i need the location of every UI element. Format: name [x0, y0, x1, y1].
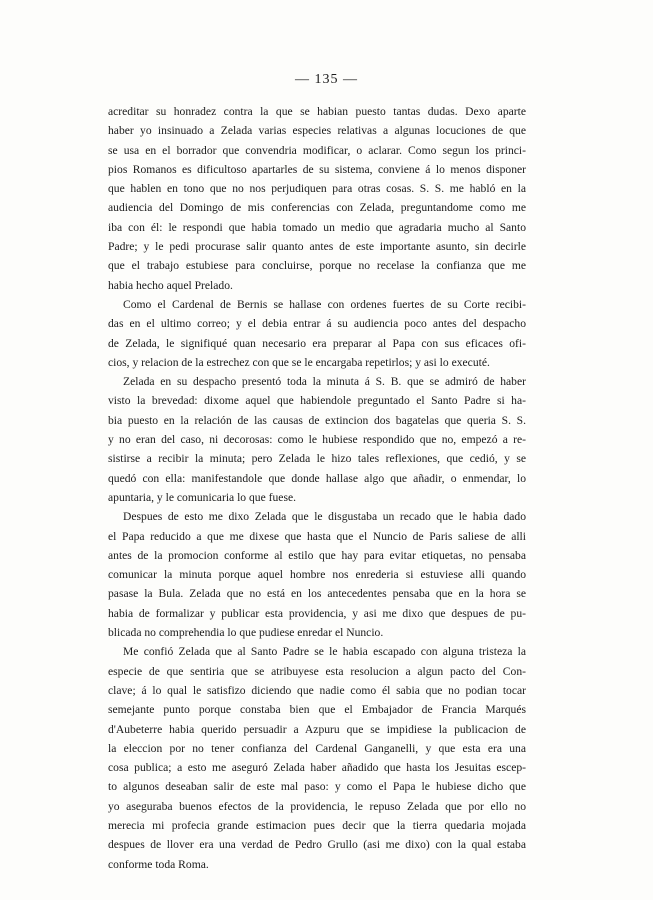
text-line: blicada no comprehendia lo que pudiese enredar el Nuncio.: [108, 626, 384, 640]
paragraph: [108, 642, 526, 874]
text-line: despues de llover era una verdad de Pedro Grullo (asi me dixo) con la qual estaba: [108, 838, 526, 852]
text-line: de Zelada, le signifiqué quan necesario era preparar al Papa con sus eficaces ofi-: [108, 336, 526, 350]
text-line: semejante punto porque constaba bien que el Embajador de Francia Marqués: [108, 703, 526, 717]
text-line: visto la brevedad: dixome aquel que habiendole preguntado el Santo Padre si ha-: [108, 394, 526, 408]
text-line: das en el ultimo correo; y el debia entrar á su audiencia poco antes del despacho: [108, 317, 526, 331]
text-line: acreditar su honradez contra la que se habian puesto tantas dudas. Dexo aparte: [108, 105, 526, 118]
text-line: haber yo insinuado a Zelada varias especies relativas a algunas locuciones de que: [108, 124, 526, 138]
text-line: yo aseguraba buenos efectos de la providencia, le repuso Zelada que por ello no: [108, 799, 526, 813]
text-line: pasase la Bula. Zelada que no está en los antecedentes pensaba que en la hora se: [108, 587, 526, 601]
text-line: se usa en el borrador que convendria modificar, o aclarar. Como segun los princi-: [108, 143, 526, 157]
text-line: Despues de esto me dixo Zelada que le disgustaba un recado que le habia dado: [123, 510, 526, 524]
text-line: cosa publica; a esto me aseguró Zelada haber añadido que hasta los Jesuitas escep-: [108, 761, 526, 775]
text-line: antes de la promocion conforme al estilo que hay para evitar etiquetas, no pensaba: [108, 548, 526, 562]
text-line: Me confió Zelada que al Santo Padre se le habia escapado con alguna tristeza la: [123, 645, 526, 659]
text-line: merecia mi profecia grande estimacion pues decir que la tierra quedaria mojada: [108, 818, 526, 832]
paragraph: [108, 102, 526, 295]
text-line: Padre; y le pedi procurase salir quanto antes de este importante asunto, sin decirle: [108, 240, 526, 254]
page-number: — 135 —: [295, 72, 358, 87]
text-line: pios Romanos es dificultoso apartarles de su sistema, conviene á lo menos disponer: [108, 162, 526, 176]
text-line: sistirse a recibir la minuta; pero Zelada le hizo tales reflexiones, que cedió, y se: [108, 452, 526, 466]
text-line: que hablen en tono que no nos perjudiquen para otras cosas. S. S. me habló en la: [108, 182, 526, 196]
paragraph: [108, 507, 526, 642]
text-line: especie de que sentiria que se atribuyese esta resolucion a algun pacto del Con-: [108, 664, 526, 678]
text-line: Como el Cardenal de Bernis se hallase con ordenes fuertes de su Corte recibi-: [123, 297, 526, 311]
text-line: quedó con ella: manifestandole que donde hallase algo que añadir, o enmendar, lo: [108, 471, 526, 485]
text-line: el Papa reducido a que me dixese que hasta que el Nuncio de Paris saliese de alli: [108, 529, 526, 543]
text-line: audiencia del Domingo de mis conferencias con Zelada, preguntandome como me: [108, 201, 526, 215]
text-line: la eleccion por no tener confianza del Cardenal Ganganelli, y que esta era una: [108, 741, 526, 755]
text-line: clave; á lo qual le satisfizo diciendo que nadie como él sabia que no podian tocar: [108, 683, 526, 697]
text-line: d'Aubeterre habia querido persuadir a Azpuru que se impidiese la publicacion de: [108, 722, 526, 736]
text-line: cios, y relacion de la estrechez con que se le encargaba repetirlos; y asi lo executé.: [108, 355, 490, 369]
text-line: to algunos deseaban salir de este mal paso: y como el Papa le hubiese dicho que: [108, 780, 526, 794]
text-line: habia hecho aquel Prelado.: [108, 278, 233, 292]
text-line: que el trabajo estubiese para concluirse, porque no recelase la confianza que me: [108, 259, 526, 273]
paragraph: [108, 372, 526, 507]
paragraph: [108, 295, 526, 372]
page-body: [108, 102, 526, 874]
text-line: conforme toda Roma.: [108, 857, 209, 871]
text-line: Zelada en su despacho presentó toda la minuta á S. B. que se admiró de haber: [123, 375, 526, 389]
text-line: iba con él: le respondi que habia tomado un medio que agradaria mucho al Santo: [108, 220, 526, 234]
text-line: y no eran del caso, ni decorosas: como le hubiese respondido que no, empezó a re-: [108, 433, 526, 447]
text-line: habia de formalizar y publicar esta providencia, y asi me dixo que despues de pu-: [108, 606, 526, 620]
text-line: apuntaria, y le comunicaria lo que fuese.: [108, 490, 296, 504]
text-line: comunicar la minuta porque aquel hombre nos enrederia si estuviese alli quando: [108, 568, 526, 582]
text-line: bia puesto en la relación de las causas de extincion dos bagatelas que queria S. S.: [108, 413, 526, 427]
